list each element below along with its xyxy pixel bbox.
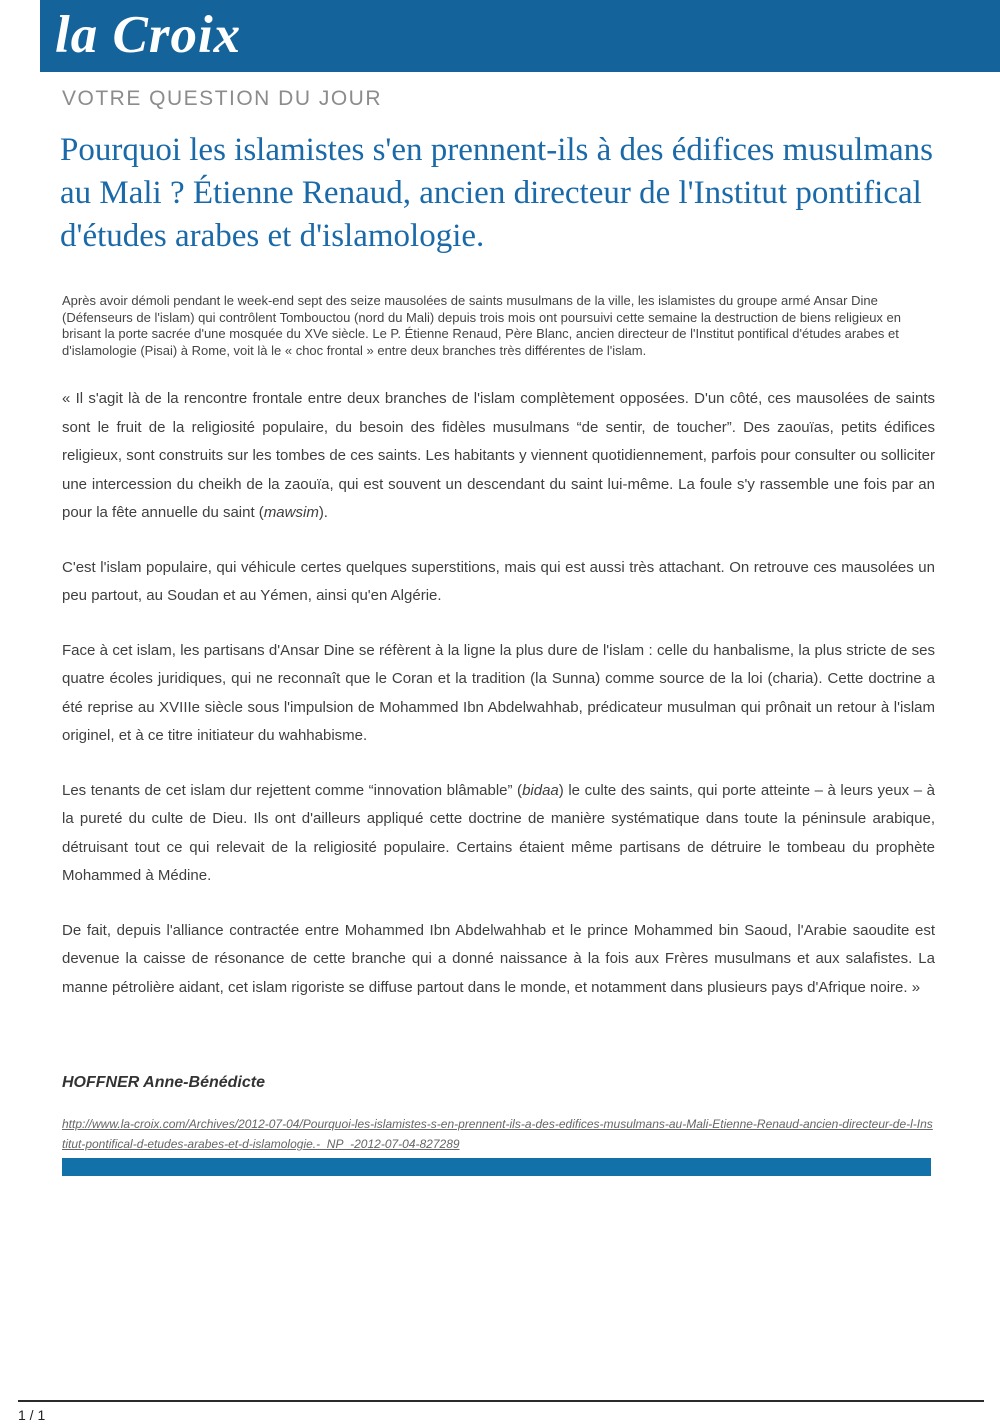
body-paragraph: [62, 777, 935, 891]
article-content: [62, 72, 935, 1176]
author-byline: HOFFNER Anne-Bénédicte: [62, 1074, 265, 1091]
paragraph-text: « Il s'agit là de la rencontre frontale entre deux branches de l'islam complètement opposées. D'un côté, ces mausolées de saints sont le fruit de la religiosité populaire, du besoin des fidèles musulmans “de sentir, de toucher”. Des zaouïas, petits édifices religieux, sont construits sur les tombes de ces saints. Les habitants y viennent quotidiennement, parfois pour consulter ou solliciter une intercession du cheikh de la zaouïa, qui est souvent un descendant du saint lui-même. La foule s'y rassemble une fois par an pour la fête annuelle du saint (: [62, 390, 935, 521]
body-paragraph: [62, 385, 935, 528]
section-kicker: VOTRE QUESTION DU JOUR: [62, 87, 383, 110]
paragraph-text: ).: [318, 504, 328, 521]
masthead-bar: [40, 0, 1000, 72]
article-headline: Pourquoi les islamistes s'en prennent-ils à des édifices musulmans au Mali ? Étienne Renaud, ancien directeur de l'Institut pontifical d'études arabes et d'islamologie.: [60, 132, 933, 254]
separator-bar: [62, 1158, 931, 1176]
la-croix-logo: la Croix: [55, 6, 242, 64]
page-indicator: 1 / 1: [18, 1407, 46, 1423]
italic-term: mawsim: [263, 504, 319, 521]
body-paragraph: Face à cet islam, les partisans d'Ansar Dine se réfèrent à la ligne la plus dure de l'islam : celle du hanbalisme, la plus stricte de ses quatre écoles juridiques, qui ne reconnaît que le Coran et la tradition (la Sunna) comme source de la loi (charia). Cette doctrine a été reprise au XVIIIe siècle sous l'impulsion de Mohammed Ibn Abdelwahhab, prédicateur musulman qui prônait un retour à l'islam originel, et à ce titre initiateur du wahhabisme.: [62, 641, 935, 744]
body-paragraph: De fait, depuis l'alliance contractée entre Mohammed Ibn Abdelwahhab et le prince Mohammed bin Saoud, l'Arabie saoudite est devenue la caisse de résonance de cette branche qui a donné naissance à la fois aux Frères musulmans et aux salafistes. La manne pétrolière aidant, cet islam rigoriste se diffuse partout dans le monde, et notamment dans plusieurs pays d'Afrique noire. »: [62, 921, 935, 996]
source-url-link[interactable]: http://www.la-croix.com/Archives/2012-07-04/Pourquoi-les-islamistes-s-en-prennent-ils-a-des-edifices-musulmans-au-Mali-Etienne-Renaud-ancien-directeur-de-l-Institut-pontifical-d-etudes-arabes-et-d-islamologie.-_NP_-2012-07-04-827289: [62, 1117, 933, 1151]
italic-term: bidaa: [522, 781, 559, 799]
paragraph-text: Les tenants de cet islam dur rejettent comme “innovation blâmable” (: [62, 781, 523, 799]
article-body: [62, 385, 935, 1002]
body-paragraph: C'est l'islam populaire, qui véhicule certes quelques superstitions, mais qui est aussi très attachant. On retrouve ces mausolées un peu partout, au Soudan et au Yémen, ainsi qu'en Algérie.: [62, 558, 935, 604]
page-footer: [18, 1400, 984, 1423]
paragraph-text: ) le culte des saints, qui porte atteinte – à leurs yeux – à la pureté du culte de Dieu. Ils ont d'ailleurs appliqué cette doctrine de manière systématique dans toute la péninsule arabique, détruisant tout ce qui relevait de la religiosité populaire. Certains étaient même partisans de détruire le tombeau du prophète Mohammed à Médine.: [62, 781, 936, 884]
lead-paragraph: Après avoir démoli pendant le week-end sept des seize mausolées de saints musulmans de la ville, les islamistes du groupe armé Ansar Dine (Défenseurs de l'islam) qui contrôlent Tombouctou (nord du Mali) depuis trois mois ont poursuivi cette semaine la destruction de biens religieux en brisant la porte sacrée d'une mosquée du XVe siècle. Le P. Étienne Renaud, Père Blanc, ancien directeur de l'Institut pontifical d'études arabes et d'islamologie (Pisai) à Rome, voit là le « choc frontal » entre deux branches très différentes de l'islam.: [62, 293, 902, 358]
